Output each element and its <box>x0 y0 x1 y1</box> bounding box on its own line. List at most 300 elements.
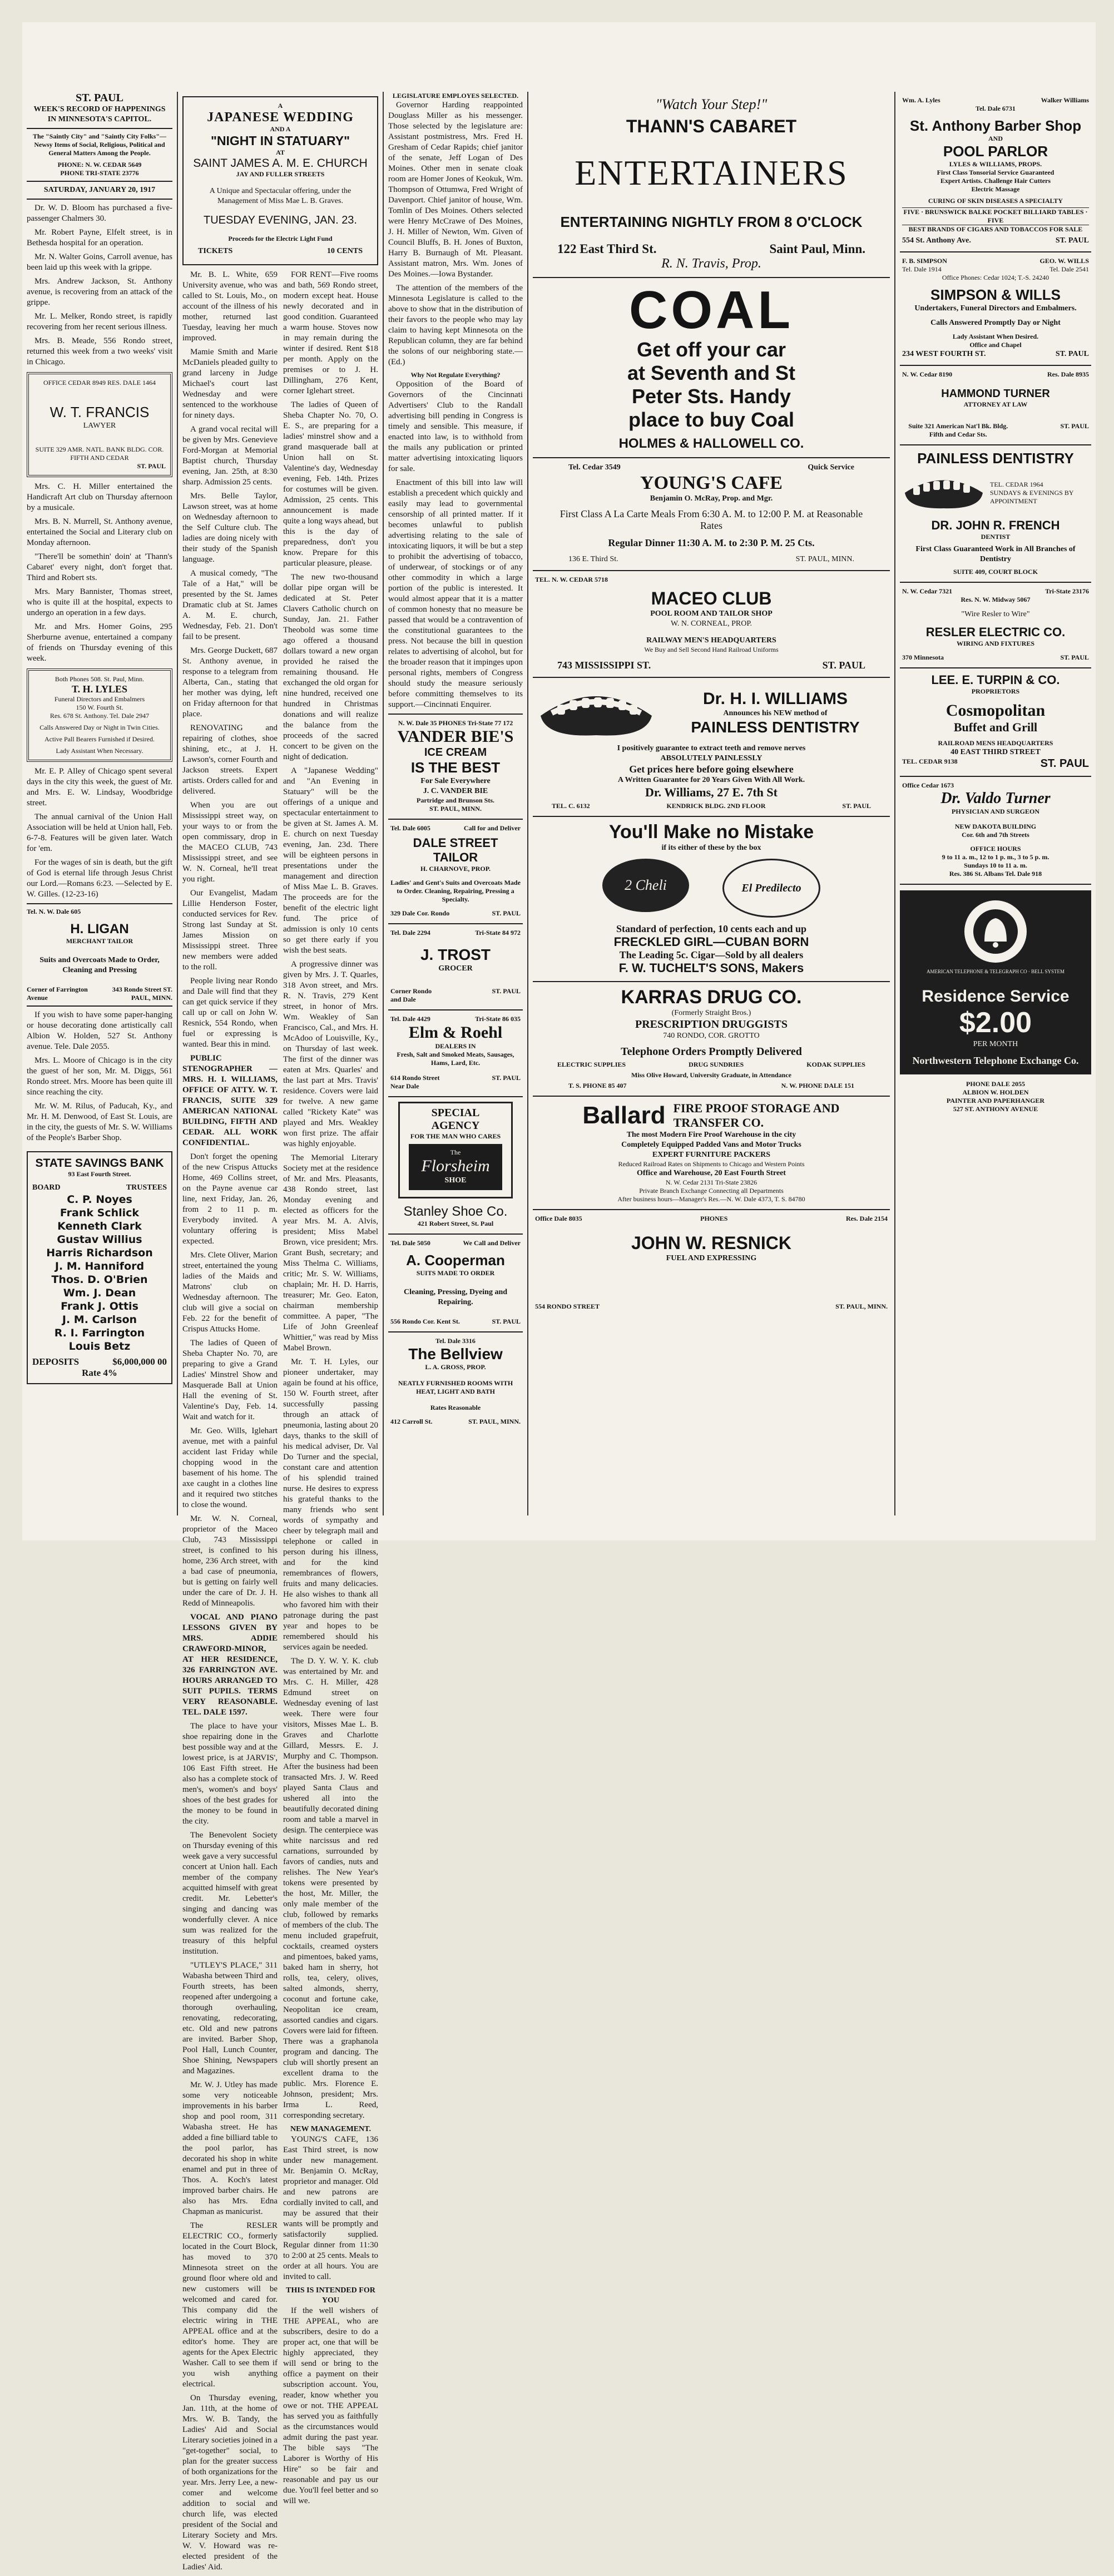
ad-line: L. A. GROSS, PROP. <box>425 1363 486 1371</box>
ad-phone: N. W. Cedar 8190 <box>902 370 953 378</box>
ad-line: Electric Massage <box>971 185 1020 193</box>
column-rule <box>177 92 178 1515</box>
news-item: Mrs. George Duckett, 687 St. Anthony avenue, in response to a telegram from Alberta, Can., stating that her mother was dying, left on Friday afternoon for that place. <box>182 646 278 719</box>
ad-city: ST. PAUL <box>492 909 521 917</box>
newspaper-page <box>22 22 1096 2572</box>
ad-phones: N. W. Dale 35 PHONES Tri-State 77 172 <box>398 719 513 727</box>
ad-line: Telephone Orders Promptly Delivered <box>621 1046 802 1058</box>
ad-name: SIMPSON & WILLS <box>930 286 1061 303</box>
column-2 <box>182 92 378 2572</box>
issue-date: SATURDAY, JANUARY 20, 1917 <box>43 186 156 194</box>
ad-line: Lady Assistant When Necessary. <box>56 747 143 755</box>
ad-date: TUESDAY EVENING, JAN. 23. <box>203 214 357 226</box>
ad-line: Res. 678 St. Anthony. Tel. Dale 2947 <box>49 712 150 720</box>
news-item: The Benevolent Society on Thursday evening of this week gave a very successful concert at Union hall. Each member of the company acquitted himself with great credit. Mr. Lebetter's singing and dancing was wonderfully clever. A nice sum was realized for the treasury of this helpful institution. <box>182 1831 278 1956</box>
ad-line: PHONES <box>700 1215 728 1222</box>
ad-cigars <box>533 817 890 982</box>
ad-phones: OFFICE CEDAR 8949 RES. DALE 1464 <box>43 379 156 387</box>
ad-turpin <box>900 668 1091 777</box>
ad-thann-cabaret <box>533 92 890 278</box>
ad-line: POOL PARLOR <box>943 143 1048 160</box>
ad-phone: Tel. Dale 6731 <box>976 105 1016 112</box>
news-item: People living near Rondo and Dale will find that they can get quick service if they call up or call on John W. Resnick, 554 Rondo, when fuel or expressing is wanted. Bear this in mind. <box>182 977 278 1049</box>
ad-name: The Bellview <box>408 1345 503 1363</box>
ad-line: BEST BRANDS OF CIGARS AND TOBACCOS FOR SALE <box>908 225 1083 233</box>
ad-title: PHYSICIAN AND SURGEON <box>951 808 1040 815</box>
ad-text: NEATLY FURNISHED ROOMS WITH HEAT, LIGHT AND BATH <box>398 1379 513 1395</box>
ad-name: VANDER BIE'S <box>397 727 514 746</box>
news-item: The annual carnival of the Union Hall Association will be held at Union hall, Feb. 6-7-8. Features will be given later. Watch for 'em. <box>27 813 172 853</box>
news-item: A "Japanese Wedding" and "An Evening in Statuary" will be the offerings of a unique and spectacular entertainment to be given at St. James A. M. E. church on next Tuesday evening, Jan. 23d. There will be eighteen persons in presentations under the management and direction of Miss Mae L. B. Graves. The proceeds are for the benefit of the electric light fund. The price of admission is only 10 cents so get there early if you wish the best seats. <box>283 766 378 955</box>
news-item: Mr. Robert Payne, Elfelt street, is in Bethesda hospital for an operation. <box>27 228 172 247</box>
ad-line: PROPRIETORS <box>971 687 1020 695</box>
ad-name: Dr. H. I. WILLIAMS <box>703 690 848 708</box>
ad-title: PAINLESS DENTISTRY <box>917 450 1074 467</box>
ad-line: at Seventh and St <box>627 361 796 384</box>
trustee-name: Frank J. Ottis <box>61 1300 138 1312</box>
ad-address: KENDRICK BLDG. 2ND FLOOR <box>666 802 766 810</box>
ad-line: (Formerly Straight Bros.) <box>671 1009 751 1017</box>
ad-phone: Tel. Dale 3316 <box>435 1337 476 1345</box>
ad-cooperman <box>388 1235 523 1332</box>
news-item: A grand vocal recital will be given by Mrs. Genevieve Ford-Morgan at Memorial Baptist church, Thursday evening, Jan. 25th, at 8:30 sharp. Admission 25 cents. <box>182 425 278 487</box>
ad-address: Suite 321 American Nat'l Bk. Bldg. Fifth and Cedar Sts. <box>908 422 1008 438</box>
column-rule <box>894 92 895 1515</box>
ad-address: 527 ST. ANTHONY AVENUE <box>953 1105 1038 1113</box>
ad-line: Cor. 6th and 7th Streets <box>962 831 1029 839</box>
ad-city: ST. PAUL, MINN. <box>795 555 854 563</box>
column-3 <box>388 92 523 1515</box>
ad-resnick <box>533 1210 890 1316</box>
ad-address: 370 Minnesota <box>902 653 944 661</box>
ad-phone: Office Phones: Cedar 1024; T.-S. 24240 <box>942 274 1049 281</box>
header-line: WEEK'S RECORD OF HAPPENINGS <box>33 105 166 113</box>
ad-line: F. W. TUCHELT'S SONS, Makers <box>618 961 804 975</box>
news-item: The RESLER ELECTRIC CO., formerly located in the Court Block, has moved to 370 Minnesota street on the ground floor where old and new customers will be welcomed and cared for. This company did the electric wiring in THE APPEAL office and at the editor's home. They are agents for the Apex Electric Washer. Call to see them if you wish anything electrical. <box>182 2221 278 2389</box>
ad-address: 122 East Third St. <box>557 242 657 256</box>
ad-line: Benjamin O. McRay, Prop. and Mgr. <box>650 494 773 503</box>
interest-rate: Rate 4% <box>82 1368 117 1378</box>
trustee-name: R. I. Farrington <box>54 1327 145 1339</box>
ad-phone: Tel. Dale 6005 <box>390 824 430 832</box>
ad-williams-dentistry <box>533 678 890 817</box>
ad-city: ST. PAUL <box>137 462 166 470</box>
news-item: Mr. N. Walter Goins, Carroll avenue, has been laid up this week with la grippe. <box>27 252 172 272</box>
ad-address: 740 RONDO, COR. GROTTO <box>663 1032 760 1040</box>
ad-french-dentistry <box>900 445 1091 583</box>
ad-dale-tailor <box>388 820 523 924</box>
news-item: "UTLEY'S PLACE," 311 Wabasha between Third and Fourth streets, has been reopened after undergoing a thorough overhauling, renovating, redecorating, etc. Old and new patrons are invited. Barber Shop, Pool Hall, Lunch Counter, Shoe Shining, Newspapers and Magazines. <box>182 1961 278 2075</box>
ad-line: LYLES & WILLIAMS, PROPS. <box>949 160 1042 168</box>
ad-phone: Tel. Dale 2541 <box>1049 265 1089 273</box>
ad-title: PRESCRIPTION DRUGGISTS <box>635 1018 788 1031</box>
ad-price: 10 CENTS <box>326 247 363 255</box>
bell-system-icon <box>962 898 1029 965</box>
ad-title: SUITS MADE TO ORDER <box>416 1269 495 1277</box>
ad-line: SHOE <box>444 1176 467 1185</box>
news-item: Mrs. B. N. Murrell, St. Anthony avenue, entertained the Social and Literary club on Monday afternoon. <box>27 517 172 547</box>
ad-line: NEW DAKOTA BUILDING <box>954 823 1037 830</box>
ad-line: PER MONTH <box>973 1040 1018 1048</box>
ad-line: Dr. Williams, 27 E. 7th St <box>645 785 778 799</box>
ad-bellview <box>388 1332 523 1431</box>
ad-text: Cleaning, Pressing, Dyeing and Repairing. <box>403 1288 508 1306</box>
ad-city: ST. PAUL <box>1060 653 1089 661</box>
ad-line: Get off your car <box>636 338 786 361</box>
ad-headline: COAL <box>629 280 794 340</box>
ad-address: 412 Carroll St. <box>390 1418 433 1425</box>
dentures-icon <box>902 470 986 515</box>
ad-description: A Unique and Spectacular offering, under the Management of Miss Mae L. B. Graves. <box>209 187 351 205</box>
ad-name: St. Anthony Barber Shop <box>909 117 1082 134</box>
news-item: Mrs. Belle Taylor, Lawson street, was at home on Wednesday afternoon to the Self Culture club. The ladies are doing nicely with their study of the Spanish language. <box>182 492 278 564</box>
ad-name: JOHN W. RESNICK <box>631 1233 792 1253</box>
ad-name: Dr. Valdo Turner <box>940 790 1051 807</box>
ad-line: First Class Tonsorial Service Guaranteed <box>937 169 1054 176</box>
ad-line: AGENCY <box>431 1119 480 1132</box>
bank-trustees-label: TRUSTEES <box>126 1183 167 1192</box>
header-subtitle: The "Saintly City" and "Saintly City Folks"—Newsy Items of Social, Religious, Political and General Matters Among the People. <box>32 132 167 157</box>
ad-line: A <box>278 102 283 110</box>
ad-line: First Class Guaranteed Work in All Branches of Dentistry <box>915 545 1076 563</box>
ad-simpson-wills <box>900 252 1091 366</box>
news-item: "There'll be somethin' doin' at 'Thann's Cabaret' every night, don't forget that. Third and Robert sts. <box>27 552 172 582</box>
ad-line: KODAK SUPPLIES <box>806 1061 865 1068</box>
news-item: Mrs. B. Meade, 556 Rondo street, returned this week from a two weeks' visit in Chicago. <box>27 336 172 366</box>
news-item: The attention of the members of the Minnesota Legislature is called to the above to show that in the distribution of their favors to the people who may lay claim to having kept Minnesota on the Republican column, they are far behind the solons of our neighboring state.—(Ed.) <box>388 284 523 366</box>
ad-text: Fresh, Salt and Smoked Meats, Sausages, Hams, Lard, Etc. <box>397 1051 514 1067</box>
ad-name: HAMMOND TURNER <box>941 388 1050 400</box>
section-heading: LEGISLATURE EMPLOYES SELECTED. <box>392 92 519 100</box>
header-city: ST. PAUL <box>76 92 123 104</box>
news-item: Mr. Geo. Wills, Iglehart avenue, met with a painful accident last Friday while chopping wood in the basement of his home. The axe caught in a clothes line and it required two stitches to close the wound. <box>182 1426 278 1509</box>
ad-telephone <box>900 890 1091 1074</box>
ad-title: Residence Service <box>922 987 1070 1005</box>
ad-address: SUITE 329 AMR. NATL. BANK BLDG. COR. FIFTH AND CEDAR <box>35 445 164 462</box>
ad-city: ST. PAUL <box>822 660 865 671</box>
ad-maceo-club <box>533 571 890 678</box>
bank-name: STATE SAVINGS BANK <box>35 1157 164 1170</box>
ad-line: Calls Answered Day or Night in Twin Cities. <box>39 724 160 731</box>
ad-title: ATTORNEY AT LAW <box>963 400 1028 408</box>
news-item: Mr. W. M. Rilus, of Paducah, Ky., and Mr. H. M. Denwood, of East St. Louis, are in the city, the guests of Mr. S. W. Williams of the People's Barber Shop. <box>27 1102 172 1142</box>
news-item: Mr. W. N. Corneal, proprietor of the Maceo Club, 743 Mississippi street, is confined to his home, 236 Arch street, with a bad case of pneumonia, but is getting on fairly well under the care of Dr. J. H. Redd of Minneapolis. <box>182 1514 278 1608</box>
ad-city: ST. PAUL <box>1055 350 1089 358</box>
ad-line: We Buy and Sell Second Hand Railroad Uniforms <box>644 646 779 653</box>
ad-city: ST. PAUL <box>492 1074 521 1082</box>
ad-corner: Corner of Farrington Avenue <box>27 985 88 1002</box>
ad-title: FUEL AND EXPRESSING <box>666 1254 757 1262</box>
ad-line: The <box>450 1148 461 1156</box>
ad-line: Expert Artists. Challenge Hair Cutters <box>940 177 1051 185</box>
ad-address: 234 WEST FOURTH ST. <box>902 350 986 358</box>
ad-tickets: TICKETS <box>198 247 233 255</box>
ad-line: Get prices here before going elsewhere <box>629 764 794 775</box>
header-line: IN MINNESOTA'S CAPITOL. <box>47 115 152 123</box>
ad-line: Wm. A. Lyles <box>902 96 940 104</box>
ad-resler-electric <box>900 583 1091 668</box>
ad-phone: Tri-State 23176 <box>1045 587 1089 595</box>
ad-streets: JAY AND FULLER STREETS <box>236 170 325 178</box>
ad-line: "Watch Your Step!" <box>655 96 768 112</box>
ad-headline: ENTERTAINERS <box>575 153 848 192</box>
news-item: The ladies of Queen of Sheba Chapter No. 70, O. E. S., are preparing for a ladies' minstrel show and a grand masquerade ball at Union hall on St. Valentine's day, Wednesday evening, Feb. 14th. Prizes for costumes will be given. Admission, 25 cents. This announcement is made quite a long ways ahead, but this is the day of preparedness, don't you know. Prepare for this particular pleasure, please. <box>283 400 378 568</box>
news-item: Enactment of this bill into law will establish a precedent which quickly and easily may lead to governmental censorship of all printed matter. If it becomes unlawful to publish advertising relating to the sale of intoxicating liquors, it will be but a step to prohibit the advertising of tobacco, of underwear, of stockings or of any other commodity in which a large portion of the public is interested. It would almost appear that it is a matter of common honesty that no measure be passed that would be a contravention of the constitutional guarantees to the press. Not because the bill in question relates to advertising of alcohol, but for the broader reason that it impinges upon personal rights, members of Congress should study the measure seriously before committing themselves to its support.—Cincinnati Enquirer. <box>388 478 523 709</box>
ad-address: 40 EAST THIRD STREET <box>950 748 1041 756</box>
ad-line: FRECKLED GIRL—CUBAN BORN <box>613 935 809 949</box>
ad-line: DENTIST <box>981 533 1011 541</box>
deposits-label: DEPOSITS <box>32 1356 80 1367</box>
ad-francis <box>27 372 172 477</box>
news-item: Mr. L. Melker, Rondo street, is rapidly recovering from her recent serious illness. <box>27 312 172 331</box>
ad-phone: Tel. Dale 1914 <box>902 265 942 273</box>
ad-line: Call for and Deliver <box>463 824 521 832</box>
ad-name: Stanley Shoe Co. <box>403 1204 508 1219</box>
ad-name: W. T. FRANCIS <box>49 404 150 420</box>
news-item: A progressive dinner was given by Mrs. J. T. Quarles, 318 Avon street, and Mrs. R. N. Travis, 279 Kent street, in honor of Mrs. Wm. Weakley of San Francisco, Cal., and Mrs. H. McAdoo of Louisville, Ky., on Thursday of last week. The first of the dinner was eaten at Mrs. Quarles' and the last part at Mrs. Travis' residence. Covers were laid for twelve. A new game called "Rickety Kate" was played and Mrs. Weakley won first prize. The affair was highly enjoyable. <box>283 960 378 1148</box>
ad-lyles <box>27 668 172 762</box>
column-rule <box>383 92 384 1515</box>
ad-name: DALE STREET TAILOR <box>413 836 498 864</box>
ad-coal <box>533 278 890 458</box>
trustee-name: J. M. Carlson <box>62 1314 137 1326</box>
ad-line: AND A <box>270 125 291 133</box>
ad-japanese-wedding <box>182 96 378 265</box>
column-5 <box>900 92 1091 1515</box>
trustee-name: J. M. Hanniford <box>55 1260 145 1272</box>
news-item: Mr. and Mrs. Homer Goins, 295 Sherburne avenue, entertained a company of friends on Thursday evening of this week. <box>27 622 172 663</box>
ad-line: GEO. W. WILLS <box>1039 257 1089 265</box>
ad-phone: Office Dale 8035 <box>535 1215 582 1222</box>
ad-line: Sundays 10 to 11 a. m. <box>964 861 1027 869</box>
ad-name: Elm & Roehl <box>408 1023 503 1042</box>
ad-trost <box>388 924 523 1010</box>
ad-line: place to buy Coal <box>628 408 795 431</box>
section-heading: THIS IS INTENDED FOR YOU <box>286 2286 375 2305</box>
ad-title: GROCER <box>438 964 473 973</box>
ad-address: 136 E. Third St. <box>568 555 618 563</box>
ad-address: 743 MISSISSIPPI ST. <box>557 660 651 671</box>
ad-city: Saint Paul, Minn. <box>769 242 865 256</box>
trustee-name: Louis Betz <box>68 1340 131 1353</box>
ad-line: AND <box>988 135 1003 142</box>
ad-line: We Call and Deliver <box>463 1239 521 1247</box>
ad-line: Undertakers, Funeral Directors and Embalmers. <box>914 304 1077 313</box>
header-phone: PHONE: N. W. CEDAR 5649 <box>57 161 142 169</box>
news-item: PUBLIC STENOGRAPHER — MRS. H. I. WILLIAMS, OFFICE OF ATTY. W. T. FRANCIS, SUITE 329 AMERICAN NATIONAL BUILDING, FIFTH AND CEDAR. ALL WORK CONFIDENTIAL. <box>182 1054 278 1147</box>
section-heading: Why Not Regulate Everything? <box>410 371 501 379</box>
ad-line: The Leading 5c. Cigar—Sold by all dealers <box>619 949 804 960</box>
ad-name: KARRAS DRUG CO. <box>621 987 802 1008</box>
news-item: When you are out Mississippi street way, on your ways to or from the open commissary, drop in the MACEO CLUB, 743 Mississippi street, and see W. N. Corneal, he'll treat you right. <box>182 801 278 884</box>
news-item: The D. Y. W. Y. K. club was entertained by Mr. and Mrs. C. H. Miller, 428 Edmund street on Wednesday evening of last week. There were four visitors, Misses Mae L. B. Graves and Charlotte Gillard, Messrs. E. J. Murphy and C. Thompson. After the business had been transacted Mrs. J. W. Reed played Santa Claus and ushered all into the beautifully decorated dining room and table a marvel in design. The centerpiece was white narcissus and red carnations, surrounded by favors of candies, nuts and relishes. The New Year's tokens were presented by the host, Mr. Miller, the only male member of the club, followed by remarks of members of the club. The menu included grapefruit, cocktails, creamed oysters and pimentoes, baked yams, baked ham in sherry, hot rolls, tea, celery, olives, salted almonds, sherry, coconut and fortune cake, Neopolitan ice cream, assorted candies and cigars. Covers were laid for fifteen. There was a graphanola program and dancing. The club will shortly present an excellent drama to the public. Mrs. Florence E. Johnson, president; Mrs. Irma L. Reed, corresponding secretary. <box>283 1657 378 2120</box>
ad-price: $2.00 <box>959 1007 1032 1039</box>
ad-proceeds: Proceeds for the Electric Light Fund <box>228 235 333 242</box>
ad-name: H. LIGAN <box>70 922 129 937</box>
ad-company: Northwestern Telephone Exchange Co. <box>912 1055 1079 1066</box>
column-rule <box>527 92 528 1515</box>
news-item: Mr. T. H. Lyles, our pioneer undertaker, may again be found at his office, 150 W. Fourth street, after successfully passing through an attack of pneumonia, lasting about 20 days, thanks to the skill of his medical adviser, Dr. Val Do Turner and the special, constant care and attention of his splendid trained nurse. He desires to express his grateful thanks to the many friends who sent words of sympathy and cheer by telegraph mail and telephone or called in person during his illness, and for the kind remembrances of flowers, fruits and many delicacies. He also wishes to thank all who favored him with their patronage during the past year and hopes to be remembered should his services again be needed. <box>283 1358 378 1652</box>
ad-text: First Class A La Carte Meals From 6:30 A. M. to 12:00 P. M. at Reasonable Rates <box>560 508 863 531</box>
ad-address: 343 Rondo Street ST. PAUL, MINN. <box>112 985 172 1002</box>
ad-address: 554 St. Anthony Ave. <box>902 236 971 245</box>
ad-city: ST. PAUL, MINN. <box>468 1418 521 1425</box>
ad-phone: N. W. Cedar 7321 <box>902 587 953 595</box>
trustee-name: Wm. J. Dean <box>63 1287 136 1299</box>
ad-name: YOUNG'S CAFE <box>640 473 783 493</box>
ad-line: Announces his NEW method of <box>723 709 828 717</box>
ad-line: CURING OF SKIN DISEASES A SPECIALTY <box>928 197 1063 205</box>
ad-phone: PHONE DALE 2055 <box>966 1080 1025 1088</box>
news-item: On Thursday evening, Jan. 11th, at the home of Mrs. W. B. Tandy, the Ladies' Aid and Social Literary societies joined in a "get-together" social, to plan for the greater success of both organizations for the year. Mrs. Jerry Lee, a new-comer and welcome addition to social and church life, was elected president of the Social and Literary Society and Mrs. W. V. Howard was re-elected president of the Ladies' Aid. <box>182 2394 278 2572</box>
column-1 <box>27 92 172 1515</box>
ad-line: Res. 386 St. Albans Tel. Dale 918 <box>949 870 1042 878</box>
ad-line: Rates Reasonable <box>430 1404 481 1411</box>
ad-line: H. CHARNOVE, PROP. <box>420 865 491 873</box>
news-item: If you wish to have some paper-hanging or house decorating done artistically call Albion W. Holden, 527 St. Anthony avenue. Tele. Dale 2055. <box>27 1010 172 1051</box>
news-item: Mrs. Mary Bannister, Thomas street, who is quite ill at the hospital, expects to undergo an operation in a few days. <box>27 587 172 617</box>
ad-line: DRUG SUNDRIES <box>689 1061 744 1068</box>
ad-name: RESLER ELECTRIC CO. <box>925 625 1066 639</box>
news-item: The Memorial Literary Society met at the residence of Mr. and Mrs. Pleasants, 438 Rondo street, last Monday evening and elected as officers for the year Mrs. M. A. Alvis, president; Miss Mabel Brown, vice president; Mrs. Grant Bush, secretary; and Miss Thelma C. Williams, critic; Mr. S. W. Williams, chaplain; Mr. H. D. Harris, treasurer; Mr. Geo. Eaton, chairman membership committee. A paper, "The Life of John Greenleaf Whittier," was read by Miss Mabel Brown. <box>283 1153 378 1353</box>
ad-phone: TEL. C. 6132 <box>552 802 590 810</box>
ad-city: ST. PAUL <box>1060 422 1089 430</box>
news-item: The ladies of Queen of Sheba Chapter No. 70, are preparing to give a Grand Ladies' Minstrel Show and Masquerade Ball at Union Hall the evening of St. Valentine's Day, Feb. 14. Wait and watch for it. <box>182 1339 278 1421</box>
ad-bank <box>27 1151 172 1384</box>
ad-name: Ballard <box>582 1102 666 1129</box>
ad-vanderbie <box>388 714 523 820</box>
ad-city: ST. PAUL <box>1055 236 1089 245</box>
trustee-name: Thos. D. O'Brien <box>51 1274 148 1286</box>
ad-line: AMERICAN TELEPHONE & TELEGRAPH CO · BELL SYSTEM <box>926 969 1065 974</box>
ad-name: T. H. LYLES <box>71 683 128 695</box>
ad-line: ELECTRIC SUPPLIES <box>557 1061 626 1068</box>
column-4 <box>533 92 890 1515</box>
ad-line: Buffet and Grill <box>953 720 1038 734</box>
news-item: Dr. W. D. Bloom has purchased a five-passenger Chalmers 30. <box>27 204 172 223</box>
ad-florsheim <box>388 1097 523 1235</box>
trustee-name: Gustav Willius <box>57 1233 142 1246</box>
ad-line: "Wire Resler to Wire" <box>961 610 1030 618</box>
ad-line: Cosmopolitan <box>945 701 1046 720</box>
news-item: Governor Harding reappointed Douglass Miller as his messenger. Those selected by the legislature are: Assistant postmistress, Mrs. Fred H. Gresham of Cedar Rapids; chief janitor of the senate, Jeff Logan of Des Moines. Other men in senate cloak room are Homer Jones of Keokuk, Wm. Thompson of Ottumwa, Fred Wright of Davenport. Chief janitor of house, Wm. Tomlin of Des Moines. Others selected were Henry McCrawe of Des Moines, J. H. Miller of Newton, Wm. Given of Council Bluffs, B. H. Jones of Buxton, Harry B. Burnaugh of Mt. Pleasant. Assistant matron, Mrs. Wm. Jones of Des Moines.—Iowa Bystander. <box>388 101 523 279</box>
ad-phone: Tel. Cedar 3549 <box>568 463 621 472</box>
teeth-icon <box>535 682 657 744</box>
ad-line: The most Modern Fire Proof Warehouse in the city <box>626 1131 796 1139</box>
ad-line: Reduced Railroad Rates on Shipments to Chicago and Western Points <box>618 1160 805 1168</box>
ad-line: Office and Warehouse, 20 East Fourth Street <box>637 1169 786 1177</box>
news-item: The place to have your shoe repairing done in the best possible way and at the lowest price, is at JARVIS', 106 East Fifth street. He also has a complete stock of men's, women's and boys' shoes of the best grades for the money to be found in the city. <box>182 1722 278 1826</box>
ad-st-anthony-barber <box>900 92 1091 252</box>
ad-phone: TEL. CEDAR 1964 <box>990 480 1043 488</box>
trustee-name: C. P. Noyes <box>67 1193 132 1206</box>
ad-phone: Tel. Dale 4429 <box>390 1015 430 1023</box>
ad-line: Completely Equipped Padded Vans and Motor Trucks <box>621 1141 801 1149</box>
ad-line: FOR THE MAN WHO CARES <box>410 1132 501 1140</box>
ad-line: W. N. CORNEAL, PROP. <box>670 620 752 628</box>
news-item: FOR RENT—Five rooms and bath, 569 Rondo street, modern except heat. House newly decorated and in good condition. Guaranteed a warm house. Stoves now in may remain during the winter if desired. Rent $18 per month. Apply on the premises or to J. H. Dillingham, 276 Kent, corner Iglehart street. <box>283 270 378 395</box>
news-item: The new two-thousand dollar pipe organ will be dedicated at St. Peter Clavers Catholic church on Sunday, Jan. 21. Father Theobold was some time ago offered a thousand dollars toward a new organ provided he raised the remaining thousand. He exchanged the old organ for nine hundred, received one hundred in Christmas donations and will realize the balance from the proceeds of the sacred concert to be given on the night of dedication. <box>283 573 378 761</box>
ad-phone: Res. N. W. Midway 5067 <box>960 596 1031 603</box>
ad-phone: Tel. Dale 5050 <box>390 1239 430 1247</box>
ad-line: Office and Chapel <box>969 341 1022 349</box>
ad-title: FIRE PROOF STORAGE AND TRANSFER CO. <box>673 1101 840 1130</box>
ad-line: For Sale Everywhere <box>420 777 491 785</box>
news-item: Mrs. C. H. Miller entertained the Handicraft Art club on Thursday afternoon by a musicale. <box>27 482 172 512</box>
news-item: Mrs. L. Moore of Chicago is in the city the guest of her son, Mr. M. Diggs, 561 Rondo street. Mrs. Moore has been quite ill since reaching the city. <box>27 1056 172 1097</box>
trustee-name: Harris Richardson <box>46 1247 153 1259</box>
ad-line: SPECIAL <box>431 1107 480 1119</box>
ad-city: ST. PAUL <box>492 987 521 995</box>
ad-line: ST. PAUL, MINN. <box>429 805 482 813</box>
news-item: Opposition of the Board of Governors of the Cincinnati Advertisers' Club to the Randall advertising bill pending in Congress is timely and sensible. This measure, if enacted into law, is to withhold from the mails any publication or printed matter advertising intoxicating liquors for sale. <box>388 380 523 473</box>
ad-phone: Tel. Dale 2294 <box>390 929 430 937</box>
ad-phone: Tri-State 86 035 <box>475 1015 521 1023</box>
ad-line: 150 W. Fourth St. <box>76 704 123 711</box>
ad-phones: Both Phones 508. St. Paul, Minn. <box>55 675 145 683</box>
ad-phone: Tri-State 84 972 <box>475 929 521 937</box>
ad-name: LEE. E. TURPIN & CO. <box>931 673 1060 687</box>
news-item: Mrs. Andrew Jackson, St. Anthony avenue, is recovering from an attack of the grippe. <box>27 277 172 307</box>
ad-phone: Res. Dale 8935 <box>1047 370 1089 378</box>
ad-title: PAINTER AND PAPERHANGER <box>946 1097 1045 1104</box>
ad-line: After business hours—Manager's Res.—N. W. Dale 4373, T. S. 84780 <box>617 1195 805 1203</box>
ad-address: 421 Robert Street, St. Paul <box>417 1220 494 1227</box>
ad-phone: N. W. Cedar 2131 Tri-State 23826 <box>665 1178 757 1186</box>
ad-line: Funeral Directors and Embalmers <box>54 695 145 703</box>
ad-ligan <box>27 908 172 1002</box>
ad-ballard <box>533 1097 890 1210</box>
ad-line: EXPERT FURNITURE PACKERS <box>652 1151 771 1159</box>
ad-address: 554 RONDO STREET <box>535 1302 600 1310</box>
ad-title: PAINLESS DENTISTRY <box>691 719 860 736</box>
news-item: For the wages of sin is death, but the gift of God is eternal life through Jesus Christ our Lord.—Romans 6:23. —Selected by E. W. Gilles. (12-23-16) <box>27 858 172 899</box>
ad-company: HOLMES & HALLOWELL CO. <box>618 436 804 451</box>
ad-line: FIVE · BRUNSWICK BALKE POCKET BILLIARD TABLES · FIVE <box>902 207 1089 225</box>
ad-line: Calls Answered Promptly Day or Night <box>930 319 1061 327</box>
news-item: Our Evangelist, Madam Lillie Henderson Foster, conducted services for Rev. Strong last Sunday at St. James Mission on Mississippi street. Three new members were added to the roll. <box>182 889 278 972</box>
ad-address: SUITE 409, COURT BLOCK <box>953 568 1038 576</box>
ad-line: F. B. SIMPSON <box>902 257 947 265</box>
ad-line: Walker Williams <box>1041 96 1089 104</box>
ad-line: RAILWAY MEN'S HEADQUARTERS <box>646 636 776 645</box>
ad-title: MERCHANT TAILOR <box>66 937 133 945</box>
ad-line: RAILROAD MENS HEADQUARTERS <box>938 739 1053 747</box>
ad-phone: Res. Dale 2154 <box>845 1215 888 1222</box>
ad-text: Suits and Overcoats Made to Order, Cleaning and Pressing <box>39 956 160 974</box>
ad-line: Partridge and Brunson Sts. <box>416 796 495 804</box>
ad-line: Active Pall Bearers Furnished if Desired. <box>44 735 155 743</box>
ad-line: Private Branch Exchange Connecting all Departments <box>639 1187 784 1195</box>
ad-name: A. Cooperman <box>406 1252 505 1269</box>
ad-phone: TEL. CEDAR 9138 <box>902 757 958 765</box>
ad-line: Lady Assistant When Desired. <box>952 333 1039 340</box>
ad-church: SAINT JAMES A. M. E. CHURCH <box>193 157 368 170</box>
ad-line: J. C. VANDER BIE <box>423 787 488 795</box>
ad-line: DEALERS IN <box>435 1042 476 1050</box>
cigar-label-el-predilecto: El Predilecto <box>722 859 820 918</box>
ad-phone: T. S. PHONE 85 407 <box>568 1082 627 1089</box>
ad-name: ALBION W. HOLDEN <box>962 1088 1029 1096</box>
ad-line: ENTERTAINING NIGHTLY FROM 8 O'CLOCK <box>560 214 863 230</box>
cigar-label-2-cheli: 2 Cheli <box>602 859 689 912</box>
news-item: If the well wishers of THE APPEAL, who are subscribers, desire to do a proper act, one that will be highly appreciated, they will send or bring to the office a payment on their subscription account. You, reader, know whether you owe or not. THE APPEAL has served you as faithfully as the circumstances would admit during the past year. The bible says "The Laborer is Worthy of His Hire" so be fair and reasonable and pay us our due. You'll feel better and so will we. <box>283 2306 378 2505</box>
ad-phone: Office Cedar 1673 <box>902 781 954 789</box>
ad-phone: N. W. PHONE DALE 151 <box>781 1082 854 1089</box>
ad-title: WIRING AND FIXTURES <box>956 640 1035 647</box>
section-heading: NEW MANAGEMENT. <box>290 2125 371 2133</box>
ad-line: Peter Sts. Handy <box>631 385 791 408</box>
